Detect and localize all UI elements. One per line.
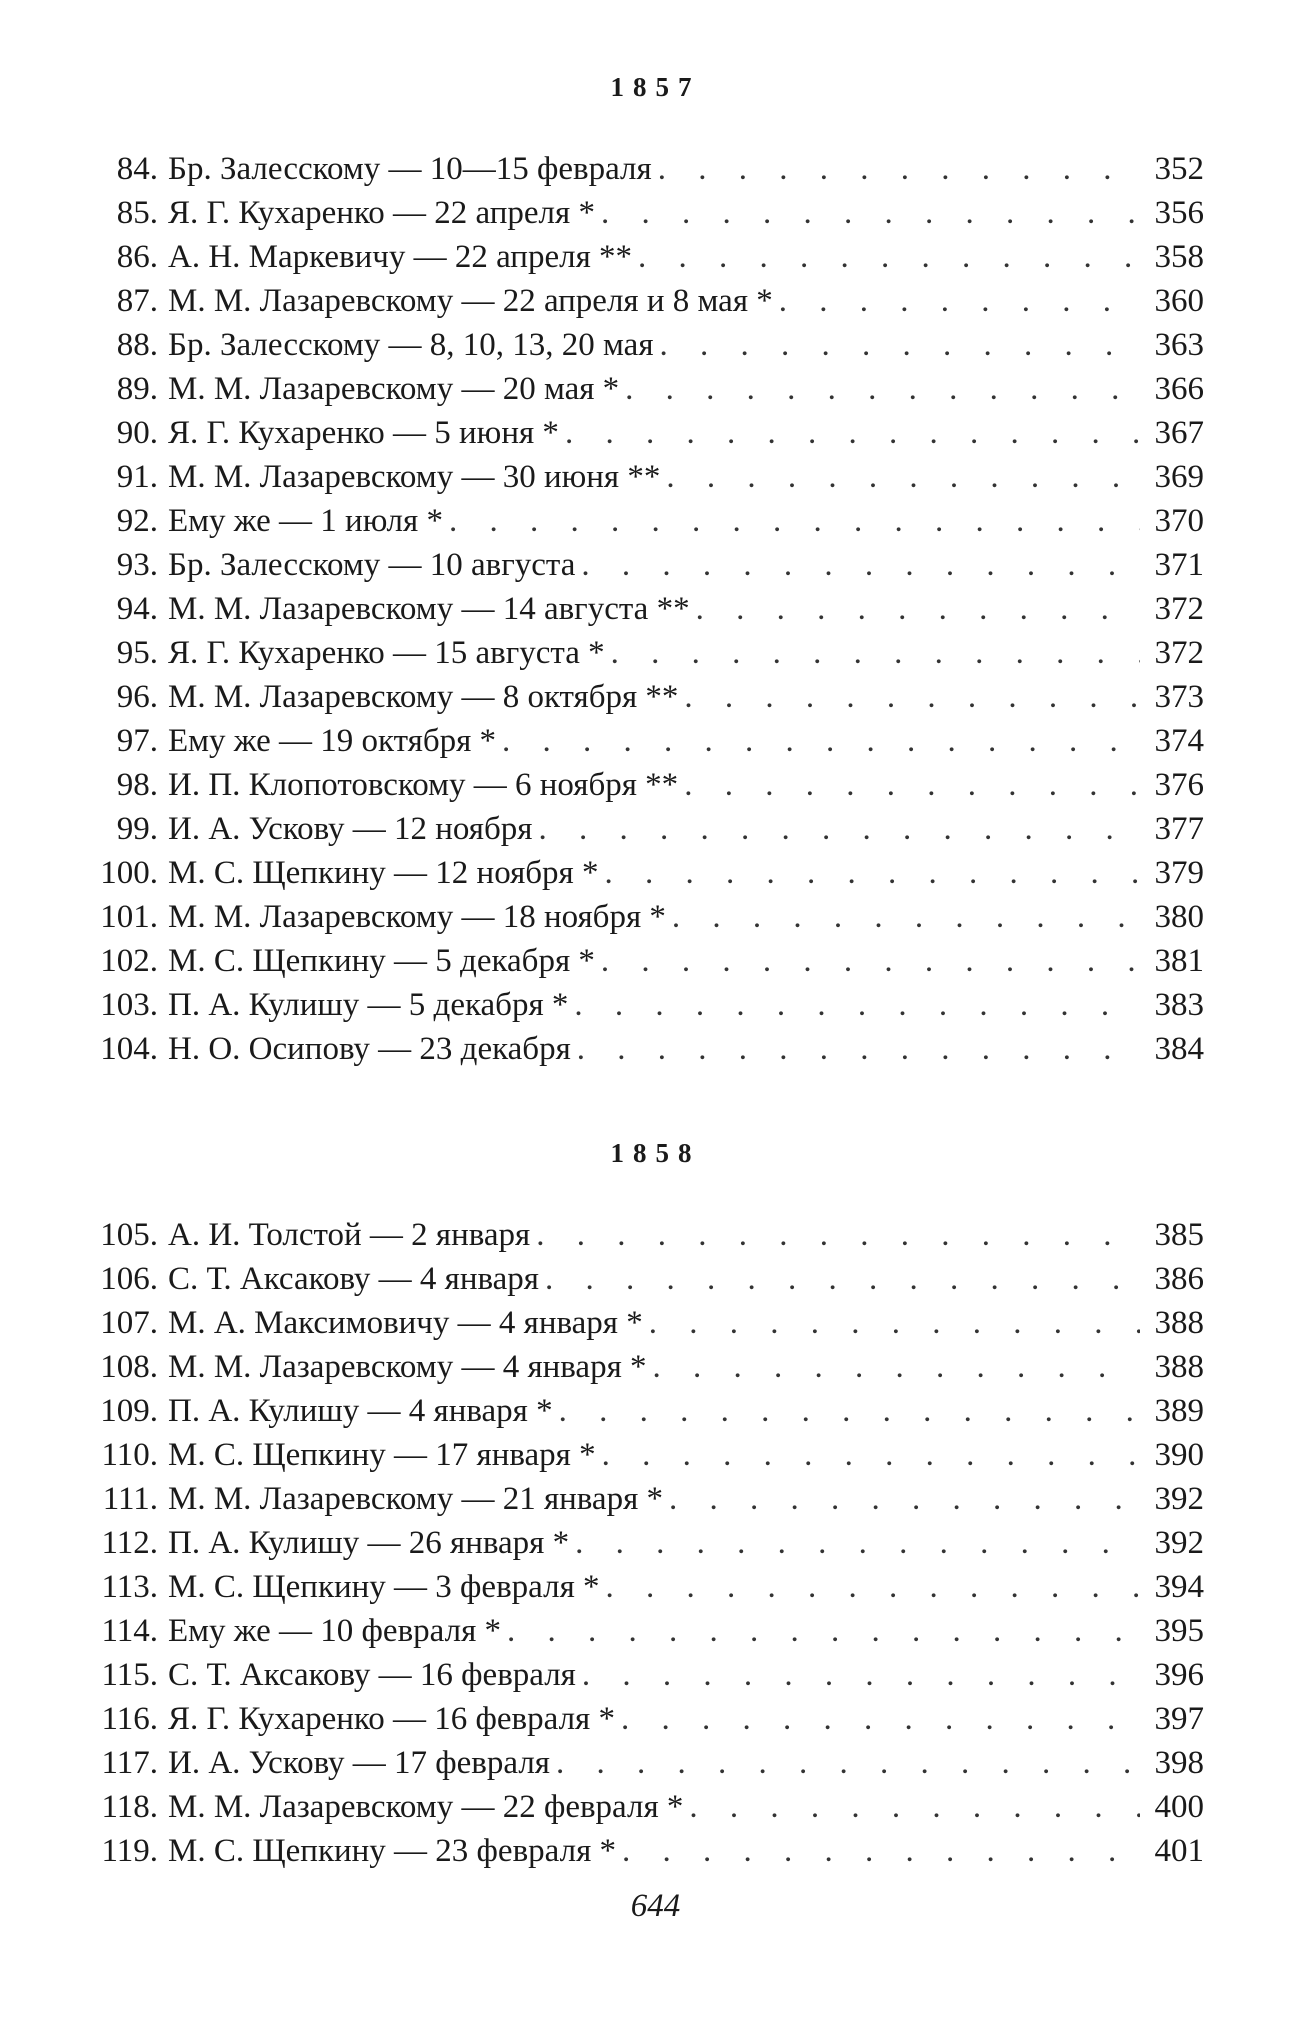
entry-number: 93. [116, 547, 158, 583]
entry-title: М. М. Лазаревскому — 14 августа ** [168, 591, 690, 627]
entry-page: 400 [1154, 1789, 1204, 1825]
entry-number: 107. [100, 1305, 158, 1341]
entry-title: М. С. Щепкину — 17 января * [168, 1437, 596, 1473]
dot-leader [559, 1389, 1140, 1433]
entry-title: М. С. Щепкину — 12 ноября * [168, 855, 599, 891]
entry-number: 106. [100, 1261, 158, 1297]
toc-section-1858 [82, 1213, 1204, 1873]
entry-title: А. И. Толстой — 2 января [168, 1217, 531, 1253]
entry-page: 373 [1154, 679, 1204, 715]
year-heading-1857: 1857 [610, 72, 701, 102]
entry-page: 358 [1154, 239, 1204, 275]
dot-leader [660, 323, 1141, 367]
toc-entry [82, 631, 1204, 675]
dot-leader [669, 1477, 1140, 1521]
entry-title: М. М. Лазаревскому — 22 апреля и 8 мая * [168, 283, 773, 319]
toc-entry [82, 1785, 1204, 1829]
entry-title: М. С. Щепкину — 5 декабря * [168, 943, 595, 979]
dot-leader [538, 807, 1140, 851]
entry-number: 114. [101, 1613, 158, 1649]
entry-number: 101. [100, 899, 158, 935]
toc-entry [82, 1027, 1204, 1071]
dot-leader [575, 1521, 1140, 1565]
toc-entry [82, 1565, 1204, 1609]
toc-entry [82, 1477, 1204, 1521]
entry-title: Я. Г. Кухаренко — 16 февраля * [168, 1701, 615, 1737]
toc-entry [82, 1301, 1204, 1345]
dot-leader [689, 1785, 1140, 1829]
entry-page: 363 [1154, 327, 1204, 363]
entry-number: 94. [116, 591, 158, 627]
toc-entry [82, 895, 1204, 939]
entry-title: И. А. Ускову — 12 ноября [168, 811, 533, 847]
entry-number: 102. [100, 943, 158, 979]
entry-page: 369 [1154, 459, 1204, 495]
entry-number: 108. [100, 1349, 158, 1385]
entry-page: 392 [1154, 1481, 1204, 1517]
dot-leader [621, 1697, 1140, 1741]
entry-page: 356 [1154, 195, 1204, 231]
entry-page: 398 [1154, 1745, 1204, 1781]
toc-entry [82, 763, 1204, 807]
dot-leader [574, 983, 1140, 1027]
entry-title: Я. Г. Кухаренко — 22 апреля * [168, 195, 595, 231]
entry-title: М. С. Щепкину — 3 февраля * [168, 1569, 600, 1605]
entry-title: П. А. Кулишу — 5 декабря * [168, 987, 569, 1023]
entry-page: 370 [1154, 503, 1204, 539]
toc-entry [82, 191, 1204, 235]
entry-page: 381 [1154, 943, 1204, 979]
dot-leader [556, 1741, 1140, 1785]
entry-page: 388 [1154, 1349, 1204, 1385]
dot-leader [658, 147, 1140, 191]
entry-page: 371 [1154, 547, 1204, 583]
dot-leader [602, 1433, 1140, 1477]
entry-number: 104. [100, 1031, 158, 1067]
toc-entry [82, 279, 1204, 323]
entry-number: 119. [101, 1833, 158, 1869]
dot-leader [604, 851, 1140, 895]
toc-entry [82, 1213, 1204, 1257]
entry-number: 95. [116, 635, 158, 671]
entry-page: 397 [1154, 1701, 1204, 1737]
entry-page: 396 [1154, 1657, 1204, 1693]
dot-leader [638, 235, 1140, 279]
page-number: 644 [630, 1888, 681, 1924]
entry-number: 116. [101, 1701, 158, 1737]
entry-page: 377 [1154, 811, 1204, 847]
entry-title: И. А. Ускову — 17 февраля [168, 1745, 550, 1781]
entry-title: М. С. Щепкину — 23 февраля * [168, 1833, 616, 1869]
entry-number: 109. [100, 1393, 158, 1429]
entry-number: 92. [116, 503, 158, 539]
dot-leader [649, 1301, 1140, 1345]
entry-title: М. М. Лазаревскому — 8 октября ** [168, 679, 679, 715]
toc-entry [82, 323, 1204, 367]
dot-leader [606, 1565, 1141, 1609]
entry-number: 96. [116, 679, 158, 715]
entry-title: Ему же — 1 июля * [168, 503, 443, 539]
dot-leader [581, 543, 1140, 587]
entry-number: 84. [116, 151, 158, 187]
entry-page: 372 [1154, 591, 1204, 627]
entry-title: М. М. Лазаревскому — 30 июня ** [168, 459, 661, 495]
dot-leader [672, 895, 1140, 939]
entry-title: А. Н. Маркевичу — 22 апреля ** [168, 239, 633, 275]
toc-entry [82, 1653, 1204, 1697]
toc-entry [82, 455, 1204, 499]
entry-title: Н. О. Осипову — 23 декабря [168, 1031, 571, 1067]
entry-title: П. А. Кулишу — 4 января * [168, 1393, 553, 1429]
entry-title: М. М. Лазаревскому — 21 января * [168, 1481, 663, 1517]
entry-number: 118. [101, 1789, 158, 1825]
entry-page: 390 [1154, 1437, 1204, 1473]
toc-entry [82, 719, 1204, 763]
entry-title: М. М. Лазаревскому — 22 февраля * [168, 1789, 684, 1825]
dot-leader [565, 411, 1140, 455]
toc-entry [82, 1829, 1204, 1873]
entry-page: 384 [1154, 1031, 1204, 1067]
dot-leader [779, 279, 1140, 323]
entry-page: 388 [1154, 1305, 1204, 1341]
entry-page: 389 [1154, 1393, 1204, 1429]
entry-number: 99. [116, 811, 158, 847]
entry-title: С. Т. Аксакову — 16 февраля [168, 1657, 576, 1693]
dot-leader [696, 587, 1140, 631]
entry-number: 91. [116, 459, 158, 495]
dot-leader [611, 631, 1140, 675]
entry-page: 380 [1154, 899, 1204, 935]
entry-title: Бр. Залесскому — 8, 10, 13, 20 мая [168, 327, 654, 363]
dot-leader [536, 1213, 1140, 1257]
entry-page: 383 [1154, 987, 1204, 1023]
entry-page: 360 [1154, 283, 1204, 319]
entry-page: 394 [1154, 1569, 1204, 1605]
entry-number: 115. [101, 1657, 158, 1693]
entry-page: 401 [1154, 1833, 1204, 1869]
entry-title: Я. Г. Кухаренко — 15 августа * [168, 635, 605, 671]
toc-entry [82, 587, 1204, 631]
dot-leader [666, 455, 1140, 499]
toc-entry [82, 1433, 1204, 1477]
toc-entry [82, 939, 1204, 983]
toc-entry [82, 1697, 1204, 1741]
entry-page: 352 [1154, 151, 1204, 187]
entry-page: 376 [1154, 767, 1204, 803]
toc-entry [82, 367, 1204, 411]
entry-number: 111. [102, 1481, 158, 1517]
entry-title: П. А. Кулишу — 26 января * [168, 1525, 570, 1561]
entry-number: 105. [100, 1217, 158, 1253]
entry-number: 113. [101, 1569, 158, 1605]
entry-page: 367 [1154, 415, 1204, 451]
toc-entry [82, 499, 1204, 543]
entry-title: Бр. Залесскому — 10 августа [168, 547, 576, 583]
toc-section-1857 [82, 147, 1204, 1071]
entry-title: М. М. Лазаревскому — 20 мая * [168, 371, 620, 407]
dot-leader [653, 1345, 1141, 1389]
toc-entry [82, 147, 1204, 191]
entry-title: И. П. Клопотовскому — 6 ноября ** [168, 767, 679, 803]
dot-leader [582, 1653, 1140, 1697]
entry-number: 89. [116, 371, 158, 407]
dot-leader [502, 719, 1140, 763]
entry-number: 85. [116, 195, 158, 231]
entry-number: 90. [116, 415, 158, 451]
dot-leader [622, 1829, 1140, 1873]
toc-entry [82, 411, 1204, 455]
entry-page: 392 [1154, 1525, 1204, 1561]
toc-entry [82, 543, 1204, 587]
entry-number: 87. [116, 283, 158, 319]
entry-number: 112. [101, 1525, 158, 1561]
dot-leader [577, 1027, 1140, 1071]
entry-title: Бр. Залесскому — 10—15 февраля [168, 151, 652, 187]
dot-leader [545, 1257, 1140, 1301]
toc-entry [82, 235, 1204, 279]
entry-page: 379 [1154, 855, 1204, 891]
entry-page: 374 [1154, 723, 1204, 759]
toc-entry [82, 1741, 1204, 1785]
dot-leader [601, 939, 1140, 983]
entry-number: 117. [101, 1745, 158, 1781]
entry-page: 372 [1154, 635, 1204, 671]
entry-title: М. М. Лазаревскому — 4 января * [168, 1349, 647, 1385]
entry-title: С. Т. Аксакову — 4 января [168, 1261, 539, 1297]
entry-title: Ему же — 10 февраля * [168, 1613, 501, 1649]
entry-title: М. А. Максимовичу — 4 января * [168, 1305, 643, 1341]
toc-entry [82, 1257, 1204, 1301]
entry-number: 86. [116, 239, 158, 275]
dot-leader [684, 763, 1140, 807]
toc-entry [82, 983, 1204, 1027]
entry-page: 366 [1154, 371, 1204, 407]
dot-leader [507, 1609, 1140, 1653]
toc-entry [82, 1389, 1204, 1433]
toc-entry [82, 851, 1204, 895]
entry-number: 110. [101, 1437, 158, 1473]
entry-page: 386 [1154, 1261, 1204, 1297]
toc-entry [82, 1521, 1204, 1565]
year-heading-1858: 1858 [610, 1138, 701, 1168]
entry-title: М. М. Лазаревскому — 18 ноября * [168, 899, 666, 935]
entry-number: 103. [100, 987, 158, 1023]
dot-leader [625, 367, 1140, 411]
entry-number: 98. [116, 767, 158, 803]
entry-number: 100. [100, 855, 158, 891]
toc-entry [82, 675, 1204, 719]
dot-leader [449, 499, 1140, 543]
dot-leader [684, 675, 1140, 719]
entry-number: 88. [116, 327, 158, 363]
entry-title: Ему же — 19 октября * [168, 723, 497, 759]
toc-entry [82, 807, 1204, 851]
toc-entry [82, 1609, 1204, 1653]
entry-page: 385 [1154, 1217, 1204, 1253]
entry-title: Я. Г. Кухаренко — 5 июня * [168, 415, 559, 451]
entry-number: 97. [116, 723, 158, 759]
toc-entry [82, 1345, 1204, 1389]
entry-page: 395 [1154, 1613, 1204, 1649]
dot-leader [601, 191, 1140, 235]
